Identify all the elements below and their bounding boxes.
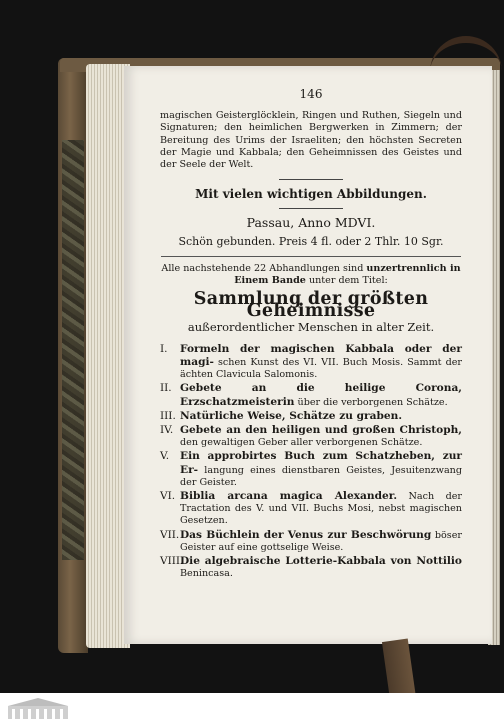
main-title: Sammlung der größten Geheimnisse <box>193 289 429 322</box>
page-content <box>160 88 462 582</box>
item-number: VIII. <box>160 555 184 568</box>
item-number: I. <box>160 342 168 355</box>
item-number: V. <box>160 450 170 463</box>
list-item <box>160 529 462 554</box>
collection-intro <box>160 263 462 287</box>
price-line: Schön gebunden. Preis 4 fl. oder 2 Thlr. 10 Sgr. <box>178 234 444 248</box>
divider <box>279 208 343 209</box>
item-title: Biblia arcana magica Alexander. <box>180 490 398 503</box>
item-title: Natürliche Weise, Schätze zu graben. <box>180 409 403 422</box>
section-heading: Mit vielen wichtigen Abbildungen. <box>195 187 427 202</box>
item-description: schen Kunst des VI. VII. Buch Mosis. Sammt der ächten Clavicula Salomonis. <box>180 357 462 381</box>
page-number: 146 <box>299 87 323 101</box>
list-item <box>160 343 462 382</box>
item-number: IV. <box>160 424 174 437</box>
item-title: Gebete an die heilige Corona, Erzschatzmeisterin <box>180 382 462 408</box>
item-number: III. <box>160 409 176 422</box>
item-title: Die algebraische Lotterie-Kabbala von Nottilio <box>180 555 462 568</box>
item-number: VII. <box>160 528 180 541</box>
list-item <box>160 490 462 528</box>
item-description: Nach der Tractation des V. und VII. Buchs Mosi, nebst magischen Gesetzen. <box>180 491 462 527</box>
item-description: Benincasa. <box>180 568 233 580</box>
item-title: Das Büchlein der Venus zur Beschwörung <box>180 528 432 541</box>
item-title: Formeln der magischen Kabbala oder der magi- <box>180 342 462 369</box>
marbled-cover <box>62 140 84 560</box>
collection-intro-c: unter dem Titel: <box>308 275 388 287</box>
collection-intro-a: Alle nachstehende 22 Abhandlungen sind <box>161 262 364 274</box>
list-item <box>160 450 462 489</box>
item-description: über die verborgenen Schätze. <box>297 396 448 408</box>
library-building-icon <box>6 696 70 720</box>
item-description: langung eines dienstbaren Geistes, Jesuitenzwang der Geister. <box>180 464 462 488</box>
divider <box>279 179 343 180</box>
place-date: Passau, Anno MDVI. <box>246 215 376 231</box>
list-item <box>160 555 462 580</box>
item-number: II. <box>160 382 172 395</box>
list-item <box>160 424 462 449</box>
item-number: VI. <box>160 490 176 503</box>
item-list <box>160 343 462 581</box>
main-subtitle: außerordentlicher Menschen in alter Zeit. <box>187 319 435 334</box>
list-item <box>160 382 462 408</box>
item-title: Ein approbirtes Buch zum Schatzheben, zur Er- <box>180 450 462 476</box>
collection-intro-b: unzertrennlich in Einem Bande <box>234 262 461 287</box>
intro-paragraph: magischen Geisterglöcklein, Ringen und Ruthen, Siegeln und Signaturen; den heimlichen Bergwerken in Zimmern; der Bereitung des Urims der Israeliten; den höchsten Secreten der Magie und Kabbala; den Geheimnissen des Geistes und der Seele der Welt. <box>160 110 462 171</box>
item-title: Gebete an den heiligen und großen Christoph, <box>180 424 462 437</box>
item-description: den gewaltigen Geber aller verborgenen Schätze. <box>180 437 423 449</box>
item-description: böser Geister auf eine gottselige Weise. <box>180 529 462 553</box>
list-item <box>160 410 462 423</box>
divider-long <box>161 256 461 257</box>
footer-strip <box>0 693 504 723</box>
